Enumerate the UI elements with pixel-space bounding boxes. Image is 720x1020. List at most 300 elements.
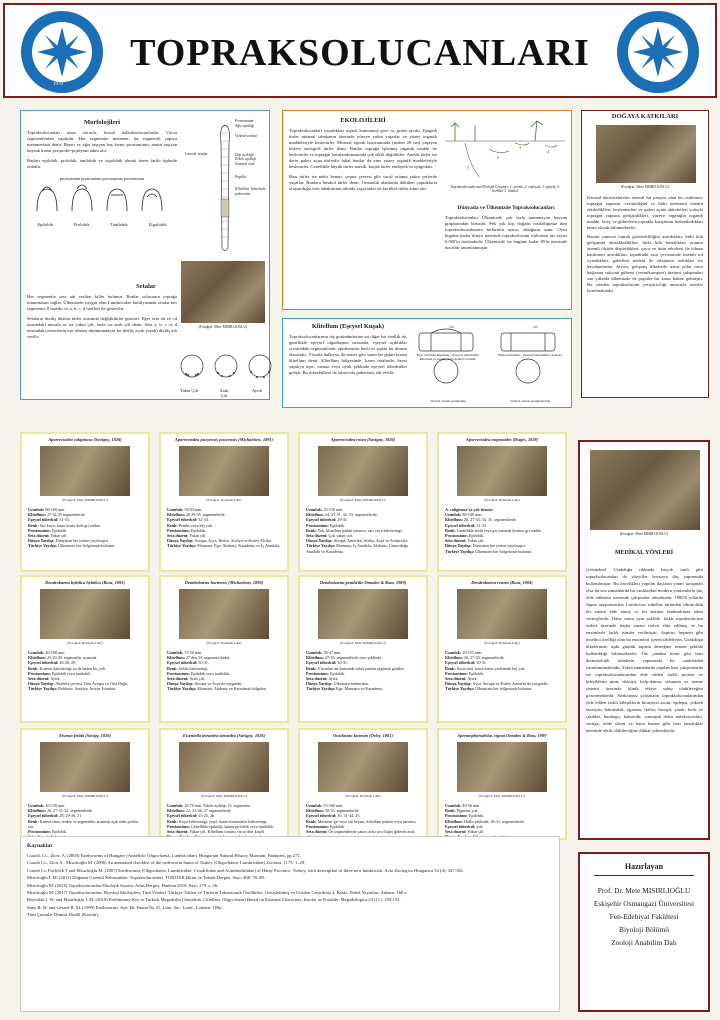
species-detail-value: Mavimsi-gri veya süt beyazı, klitellum pembe veya turuncu. [317, 818, 417, 824]
species-detail-value: Ayrık. [328, 676, 339, 682]
species-photo-caption: (Fotoğraf: Mete MISIRLIOĞLU) [340, 641, 386, 645]
svg-text:4: 4 [547, 149, 549, 154]
species-detail-value: 23-25, 26. [198, 813, 216, 819]
species-card [298, 575, 428, 723]
species-detail-value: Çok yakın çift. [328, 533, 353, 539]
species-detail-row [445, 549, 560, 554]
species-name: Dendrobaena hybtlica hybtlica (Rosa, 1893) [45, 580, 125, 585]
species-detail-value: Marmara, Ege, Akdeniz, Karadeniz ve İç Anadolu. [197, 543, 281, 549]
reference-item: Mısırlıoğlu M. (2016) Topraksolucanları-Ekolojik Sayılar. Atlas Dergisi, Haziran 2016, Sayı: 279, s. 26. [27, 882, 219, 888]
species-detail-label: Prostomium: [445, 670, 468, 676]
species-photo [318, 742, 408, 792]
species-photo-caption: (Fotoğraf: Mete MISIRLIOĞLU) [340, 498, 386, 502]
reference-list [21, 853, 559, 919]
hazirlayan-line: Eskişehir Osmangazi Üniversitesi [593, 899, 695, 908]
dogaya-title: DOĞAYA KATKILARI [611, 113, 679, 120]
species-detail-value: Dünyanın her yerine yayılmıştır. [472, 543, 526, 549]
species-detail-label: Uzunluk: [306, 650, 323, 655]
species-detail-label: Renk: [445, 808, 456, 814]
species-detail-value: 60-160 mm. [45, 507, 66, 512]
species-detail-value: Avrupa, Asya, Rodos, Sicilya ve Kuzey Afrika. [194, 538, 272, 544]
species-detail-value: Epilobik. [329, 522, 346, 528]
species-detail-value: Marmara, İç Anadolu, Akdeniz, Güneydoğu Anadolu ve Karadeniz. [306, 543, 409, 554]
species-photo-caption: (Fotoğraf: Robabeh Latif) [484, 498, 520, 502]
species-detail-label: Klitellum: [306, 655, 324, 661]
species-detail-value: 24, 25-31, 32, 33. segmentlerde. [325, 512, 378, 518]
species-card [20, 728, 150, 840]
species-detail-value: 26, 27-33, 34, 35. segmentlerde. [464, 517, 517, 523]
species-detail-label: Eşeysel tüberkül: [445, 522, 476, 528]
species-photo [40, 742, 130, 792]
species-photo-caption: (Fotoğraf: Mete MISIRLIOĞLU) [62, 794, 108, 798]
species-detail-label: Eşeysel tüberkül: [28, 517, 59, 523]
species-detail-label: Seta düzeni: [28, 676, 50, 682]
species-detail-value: 25-150 mm. [323, 507, 344, 512]
species-detail-value: 40-130 mm. [45, 803, 66, 808]
ekoloji-p2: Bazı türler ise nehir kenarı, çeşme çevresi gibi sucul ortama yakın yerlerde yaşarlar. Bunlara limikol türler denir. Ormanlık alanlarda dökülen yapraklarla oluşturduğu örtü tabakasının altında yaşayanlar da kortikol türler adını alır. [289, 174, 437, 191]
species-details [306, 803, 421, 840]
species-detail-label: Prostomium: [28, 670, 51, 676]
species-detail-row [445, 686, 560, 691]
species-detail-row [28, 543, 143, 548]
species-detail-value: Kırmızı-mor renkte ve segmentler arasında açık renk şeritler var. [28, 818, 139, 829]
reference-item: Reynolds J. W. and Mısırlıoğlu İ. M. (2018) Preliminary Key to Turkish Megadriles (Annelida, Clitellata, Oligochaeta) Based on External Characters, Insofar as Possible. Megadrilogica 23 (11): 139-155. [27, 897, 401, 903]
medikal-p1: Geleneksel Uzakdoğu tıbbında birçok canlı gibi topraksolucanları da yüzyıllar boyunca ilaç yapımında kullanılmıştır. Bu öncelikleri yapılan ilaçların yararı tartışmalı olsa da son zamanlarda bu canlılardan modern yöntemlerle ilaç elde edilmesi üzerinde çalışmalar olmaktadır. 1980'li yıllarda Japon araştırmacılar Lumbricus rubellus türünden fibrinolitik bir enzim elde etmiş ve bu enzime lumbrokinaz adını vermişlerdir. Daha sonra aynı şekilde, farklı topraksolucanı türleri üzerinde başka enzim türleri elde edilmiş ve bu enzimlerle farklı isimler verilmiştir. Aspirin, heparin gibi inceltici özelliği olan bu enzimleri içeren tabletlerin, Uzakdoğu ülkelerinde, tıpkı günlük aspirin desteğine benzer şekilde kullanıldığı bilinmektedir. Öte yandan krem gibi bazı dermatolojik ürünlerin yapımında bu canlılardan yararlanılmaktadır. Yakın zamanlarda yapılan bazı çalışmalarda ise topraksolucanlarından elde edilen farklı protein ve bileşiklerin ninir, dokuya, kalp-damar, solunum ve üreme sistemi üzerinde klinik etkiye sahip olabileceğini göstermektedir. Sözkonusu çalışmalar topraksolucanlarından elde edilen farklı bileşiklerin bronşiyal astım, epilepsi, yüksek tansiyon, kabakulak, egzama, iktiler, bronşit, yanık, kırık ve çıkıklar, lumbago, kanserdir, yumuşak doku enfeksiyonları, vertigo, etide ülseri ve hatta kanser gibi bazı hastalıklar üzerinde etkili olabileceğine dikkat çekmektedir. [586, 567, 703, 733]
species-detail-label: Prostomium: [306, 670, 329, 676]
species-details [306, 507, 421, 554]
species-name: Aporrectodea rosea (Savigny, 1826) [330, 437, 396, 442]
species-detail-label: Seta düzeni: [306, 829, 328, 835]
species-detail-label: Eşeysel tüberkül: [306, 813, 337, 819]
species-detail-label: A. caliginosa'ya çok benzer. [445, 507, 494, 512]
species-details [445, 803, 560, 840]
species-detail-value: Avrupa ve Asya'da yaygındır. [194, 681, 243, 687]
species-detail-label: Prostomium: [28, 829, 51, 835]
species-card [159, 728, 289, 840]
species-card [20, 432, 150, 572]
species-detail-label: Türkiye Yayılışı: [28, 686, 58, 692]
species-photo [457, 589, 547, 639]
species-detail-label: Uzunluk: [306, 803, 323, 808]
species-name: Dendrobaena pentheilie Omodeo & Rota, 1989) [319, 580, 407, 585]
species-card [159, 575, 289, 723]
species-detail-label: Uzunluk: [167, 507, 184, 512]
setalar-p3: Her segmentte seta adı verilen killer bulunur. Bunlar solucanın toprağa tutunmasını sağlar. Ülkemizde yaygın olan Lumbricidae familyasında setalar her segmentte 8 tanedir ve a, b, c, d harfleri ile gösterilir. [27, 294, 177, 311]
species-name: Spermophorodrilus vignai Omodeo & Rota, 1989 [457, 733, 547, 738]
species-detail-value: 31-33. [59, 517, 70, 523]
species-photo-caption: (Fotoğraf: Mete MISIRLIOĞLU) [201, 794, 247, 798]
hazirlayan-line: Prof. Dr. Mete MISIRLIOĞLU [597, 886, 691, 895]
species-detail-label: Renk: [28, 818, 39, 824]
dogaya-p1: Karasal ekosistemlerin önemli bir parçası olan bu canlıların, toprağın yapısını, verimliliğini ve bitki üretimini önemli etkilediklleri, beslenmeleri ve galeri açma aktiviteleri yoluyla toprağın yapısını geliştirdikleri, yüzeye organiğin organik madde, kireç ve gübrelerin toprakla karışımını hızlandırdıkları kesin olarak bilinmektedir. [587, 195, 703, 230]
morfoloji-photo-caption: (Fotoğraf: Mete MISIRLIOĞLU) [198, 325, 248, 329]
dogaya-photo-caption: (Fotoğraf: Mete MISIRLIOĞLU) [620, 185, 670, 189]
cell-label: çift [533, 325, 538, 329]
species-detail-label: Eşeysel tüberkül: [167, 660, 198, 666]
species-photo [179, 742, 269, 792]
morfoloji-title: Morfolojileri [83, 119, 121, 126]
species-photo-caption: (Fotoğraf: Robabeh Latif) [67, 641, 103, 645]
worm-labels [235, 119, 270, 196]
species-detail-label: Renk: [167, 665, 178, 671]
species-detail-label: Renk: [28, 665, 39, 671]
species-detail-label: Uzunluk: [445, 650, 462, 655]
species-detail-row [306, 686, 421, 691]
species-name: Eisenia fetida (Savigy, 1826) [59, 733, 111, 738]
klitellum-right-label: Ventral olarak genişlememiş [510, 399, 550, 403]
species-detail-label: Klitellum: [445, 818, 463, 824]
species-details [167, 650, 282, 692]
species-detail-label: Eşeysel tüberkül: [167, 813, 198, 819]
species-detail-value: 35-160 mm. [323, 803, 344, 808]
ekoloji-title: EKOLOJİLERİ [340, 117, 386, 124]
species-detail-value: Ayrık. [50, 676, 61, 682]
species-detail-label: Uzunluk: [445, 803, 462, 808]
species-details [28, 650, 143, 692]
species-detail-value: Epilobik. [51, 527, 68, 533]
species-photo [457, 742, 547, 792]
species-detail-label: Klitellum: [445, 655, 463, 661]
species-detail-label: Prostomium: [445, 533, 468, 539]
species-photo [318, 446, 408, 496]
worm-label: Papilla [235, 174, 247, 179]
svg-text:2: 2 [497, 155, 499, 160]
klitellum-right-label: Ventral olarak genişlemiş [430, 399, 466, 403]
seta-label: Yakın Çift [180, 388, 199, 393]
medikal-photo-caption: (Fotoğraf: Mete MISIRLIOĞLU) [619, 532, 669, 536]
species-detail-label: Klitellum: [167, 512, 185, 518]
species-detail-value: 27'den 33. segmente kadar. [186, 655, 231, 661]
species-photo-caption: (Fotoğraf: Robabeh Latif) [206, 498, 242, 502]
species-card [437, 432, 567, 572]
species-card [298, 728, 428, 840]
species-detail-label: Seta düzeni: [445, 829, 467, 835]
medikal-panel [578, 440, 710, 840]
lobe-label: Tanilobik [110, 222, 128, 227]
morfoloji-p1: Topraksolucanları uzun vücutlu, kursal halkalısolucanlardır. Vücut segmentlerden yapılıdır. Her segmentte metamer, bu segmentli yapıya metamerizm denir. Beyni ve ağzı taşıyan baş kısmı prostomium, anüsü taşıyan kuyruk kısmı periprokt=pijidyum adını alır. [27, 130, 177, 153]
species-detail-value: yok. [476, 823, 484, 829]
klitellum-panel [282, 318, 572, 408]
species-detail-value: 20-155 mm. [462, 650, 483, 655]
worm-label: Klitellum Tuberkula pubertatis [235, 187, 266, 196]
species-detail-value: Soluk kahverengi. [178, 665, 209, 671]
species-card [437, 575, 567, 723]
svg-text:3: 3 [519, 145, 521, 150]
reference-item: Mısırlıoğlu İ. M. (2011) Doğanın Gizemli Rehavanları: Topraksolucanları, TÜBİTAK Bilim ve Teknik Dergisi. Sayı: 408, 78–80. [27, 875, 265, 881]
dogaya-panel [581, 110, 709, 398]
cell-label: çift [449, 325, 454, 329]
species-detail-label: Eşeysel tüberkül: [306, 517, 337, 523]
species-detail-label: Uzunluk: [445, 512, 462, 518]
ekoloji-p3: Topraksolucanları Ülkemizde çok fazla tanınmayan hayvan gruplarından birisidir. Pek çok kişi doğada rastladığımız tüm topraksolucanlarının birbirinin aynısı olduğunu sanır. Oysa bugüne kadar dünya üzerinde topraksolucanı türlerinin tür sayısı 6.000'in üzerindedir. Ülkemizde ise bugüne kadar 85'in üzerinde tür/altür tanımlanmıştır. [445, 215, 567, 250]
klitellum-p1: Topraksolucanlarının dış görünümlerine ait diğer bir özellik de, genellikle eşeysel olgunlaşma sırasında, eşeysel açıklıklar civarındaki segmentlerde, epidermisin bezli ve şişkin bir durum almasıdır. Vücuda halka ya da semer gibi saran bu şişkin kısma klitellum denir. Klitellum bölgesinde, karın tarafında, bezsi yapılıya tepe, vantuz veya oyuk şeklinde eşeysel tüberküller gelişir. Bu tüberküllere de tuberculu pubertatis adı verilir. [289, 334, 407, 375]
species-detail-value: 28, 29-30, 31. [59, 813, 83, 819]
reference-item: Sims R. W. and Gerard B. M. (1999) Earthworms. Syn. Br. Fauna No.31. Linn. Soc. Lond., London, 169p. [27, 904, 223, 910]
lobe-labels [27, 222, 177, 227]
species-detail-label: Renk: [306, 818, 317, 824]
medikal-photo [590, 450, 700, 530]
species-detail-label: Seta düzeni: [445, 676, 467, 682]
lobe-label: Prolobik [73, 222, 90, 227]
species-detail-label: Dünya Yayılışı: [306, 681, 333, 687]
species-detail-label: Türkiye Yayılışı: [167, 543, 197, 549]
species-detail-value: 30-35. segmentlerde. [325, 808, 360, 814]
species-photo-caption: (Fotoğraf: Mete MISIRLIOĞLU) [62, 498, 108, 502]
species-details [445, 507, 560, 554]
species-name: Aporrectodea trapezoides (Dugès, 1828) [465, 437, 539, 442]
species-detail-value: 15-50 mm. [184, 650, 203, 655]
species-detail-label: Prostomium: [306, 823, 329, 829]
kaynaklar-title: Kaynaklar [27, 843, 53, 849]
reference-item: Csuzdi Cs., Zicsi A., Mısırlıoğlu M. (2006) An annotated checklist of the earthworm fauna of Turkey (Oligochaeta: Lumbricidae) Zootaxa, 1175: 1–29. [27, 860, 306, 866]
species-detail-value: Yakın çift. [50, 533, 68, 539]
hazirlayan-line: Zooloji Anabilim Dalı [611, 938, 677, 947]
species-detail-label: Seta düzeni: [28, 533, 50, 539]
species-detail-label: Eşeysel tüberkül: [28, 660, 59, 666]
species-detail-row [28, 686, 143, 691]
species-detail-label: Eşeysel tüberkül: [445, 660, 476, 666]
species-detail-value: 26, 27-31-32. segmentlerde. [47, 808, 94, 814]
hazirlayan-title: Hazırlayan [624, 862, 664, 871]
species-detail-label: Eşeysel tüberkül: [445, 823, 476, 829]
species-detail-value: 80-140 mm. [462, 512, 483, 518]
klitellum-title: Klitellum (Eşeysel Kuşak) [311, 323, 385, 330]
species-detail-value: 27-34,35 segmentlerde. [47, 512, 86, 518]
species-detail-value: 54-93 mm. [184, 507, 203, 512]
worm-label: Prostomium [235, 119, 254, 123]
species-detail-value: Genellikle sütlü veya gri tonunda kırmızı gri renkte. [456, 527, 542, 533]
species-name: Eiseniella tetraedra tetraedra (Savigny, 1826) [182, 733, 266, 738]
kaynaklar-panel [20, 836, 560, 1012]
svg-text:1: 1 [467, 165, 469, 170]
species-detail-value: Vücudun üst kısmında soluk pembe pigment görülür. [317, 665, 405, 671]
species-detail-value: Pembe veya bej yok. [178, 522, 213, 528]
species-detail-value: Epilobik. [51, 829, 68, 835]
species-detail-value: 25-29,30. segmentler arasında. [47, 655, 98, 661]
species-detail-value: 29-31. [337, 517, 348, 523]
dogaya-photo [596, 125, 696, 183]
species-detail-value: Marmara, Akdeniz ve Karadeniz bölgeleri. [197, 686, 268, 692]
species-detail-label: Dünya Yayılışı: [306, 538, 333, 544]
logo-year-left: 1970 [53, 82, 63, 87]
species-detail-value: Yakın çift. [467, 538, 485, 544]
species-detail-value: Kırmızı kahverengi ya da bazen biç yok. [39, 665, 107, 671]
species-detail-label: Dünya Yayılışı: [445, 543, 472, 549]
species-detail-row [167, 543, 282, 548]
species-detail-label: Prostomium: [445, 813, 468, 819]
species-detail-value: Yok, klitellum parlak turuncu, sarı veya kahverengi. [317, 527, 403, 533]
species-detail-label: Uzunluk: [28, 803, 45, 808]
species-detail-value: 20-70 mm. Erkek açıklığı 13. segmentte. [184, 803, 252, 808]
species-photo [40, 446, 130, 496]
species-photo [318, 589, 408, 639]
species-detail-label: Türkiye Yayılışı: [306, 543, 336, 549]
species-detail-label: Prostomium: [167, 670, 190, 676]
ekoloji-sub-title: Dünyada ve Ülkemizde Topraksolucanları [457, 205, 555, 211]
species-detail-value: 30-31. [337, 660, 348, 666]
seta-label: Aralı Çift [219, 388, 229, 398]
species-detail-value: Sırtta mor, karın kısmı yerlerinde bej yok. [456, 665, 526, 671]
species-detail-row [28, 819, 143, 829]
species-detail-label: Seta düzeni: [306, 676, 328, 682]
klitellum-right-label: Eyer şeklinde klitellum - Eşeysel tüberküller klitellum boyunda ya da dışında olabilir. [416, 353, 480, 361]
species-detail-value: Yakın çift. Klitellum sonrası vücut dört köşeli. [189, 829, 266, 835]
species-detail-label: Dünya Yayılışı: [445, 681, 472, 687]
species-name: Aporrectodea jassyensis jassyensis (Michaelsen, 1891) [174, 437, 274, 442]
species-detail-value: 30, 31-34, 35. [337, 813, 361, 819]
species-detail-row [167, 686, 282, 691]
species-card [159, 432, 289, 572]
species-name: Dendrobaena veneta (Rosa, 1884) [471, 580, 533, 585]
worm-label: Ağız açıklığı [235, 123, 255, 128]
species-photo-caption: (Fotoğraf: Robabeh Latif) [484, 641, 520, 645]
species-detail-value: Ege, Marmara ve Karadeniz. [336, 686, 384, 692]
species-detail-label: Türkiye Yayılışı: [167, 686, 197, 692]
species-detail-value: 26, 27-33. segmentlerde. [464, 655, 505, 661]
species-detail-value: Akdeniz çevresi, Orta Avrupa ve Orta Doğu. [55, 681, 129, 687]
species-detail-label: Klitellum: [445, 517, 463, 523]
species-detail-value: Epilobik. [329, 670, 346, 676]
morfoloji-p2: Başları epilobik, prolobik, tanilobik ve zigolobik olmak üzere farklı tiplerde olabilir. [27, 158, 177, 169]
species-detail-value: Yakın çift. [189, 533, 207, 539]
worm-diagram [217, 123, 233, 253]
species-detail-label: Renk: [445, 665, 456, 671]
species-photo [179, 446, 269, 496]
species-detail-value: Asya, Avrupa ve Kuzey Amerika'da yaygındır. [472, 681, 549, 687]
reference-item: Mısırlıoğlu M. (2017) Topraksolucanları, Biyoloji Ekolojileri, Türü Yönleri. Türkiye Türleri ve Türlerin Taksonomik Özellikleri. Genişletilmiş ve Gözden Geçirilmiş 2. Baskı, Nobel Yayınları, Ankara, 168 s. [27, 890, 408, 896]
lobe-top-labels: prostomium prostomium prostomium prostomium [59, 176, 145, 181]
ekoloji-p1: Topraksolucanları yaşadıkları toprak katmanına göre üç gruba ayrılır. Epigeik türler mineral tabakanın üzerinde yüzeye yakın yaşarlar ve yüzey organik maddeleriyle beslenirler. Mineral toprak horizonunda (üstten 20 cm) yaşayan türlere endogeik türler denir. Bunlar toprağa işlenmiş organik madde ile beslenirler ve toprağın havalandırmasında çok etkili değildirler. Anesik türler ise derin galeri açan türlerdir fakat bunlar da yine yüzey organik maddeleriyle beslenirler. Genellikle büyük türler anesik, küçük türler endojeik ve epigeiktir. [289, 128, 437, 169]
reference-item: Csuzdi, Cs., Zicsi, A. (2003) Earthworms of Hungary (Annelida: Oligochaeta, Lumbricidae). Hungarian Natural History Museum, Budapest, pp 271. [27, 853, 301, 858]
species-detail-value: Ülkemizin her bölgesinde bulunur. [58, 543, 115, 549]
seta-diagram [178, 352, 274, 386]
species-detail-value: Koyu kahverengi, yeşil, bazen kırmızımsı kahverengi. [178, 818, 268, 824]
species-detail-label: Türkiye Yayılışı: [445, 548, 475, 554]
ekoloji-panel [282, 110, 572, 310]
species-detail-value: Avrupa, Amerika, Afrika, Asya ve Avustralya. [333, 538, 409, 544]
hazirlayan-panel [578, 852, 710, 1012]
species-detail-label: Uzunluk: [28, 507, 45, 512]
lateral-label: Lateral setalar [185, 151, 208, 156]
species-photo-caption: (Fotoğraf: Mete MISIRLIOĞLU) [479, 794, 525, 798]
ekoloji-diagram [445, 119, 565, 183]
species-photo [40, 589, 130, 639]
species-detail-label: Renk: [306, 527, 317, 533]
reference-item: Tüm Çizimler Dimitri Dindil (Karsalı). [27, 912, 100, 918]
species-name: Octolasion lacteum (Örley, 1881) [333, 733, 393, 738]
species-detail-label: Renk: [28, 522, 39, 528]
lobe-diagram [27, 181, 177, 217]
species-detail-label: Seta düzeni: [167, 829, 189, 835]
header [3, 3, 717, 98]
species-detail-label: Klitellum: [28, 655, 46, 661]
species-details [28, 803, 143, 840]
species-card [298, 432, 428, 572]
species-detail-value: Ülkemize endemiktir. [333, 681, 370, 687]
species-detail-value: Yakın çift. [467, 829, 485, 835]
species-detail-label: Eşeysel tüberkül: [167, 517, 198, 523]
species-detail-label: Renk: [167, 818, 178, 824]
species-photo-caption: (Fotoğraf: Robabeh Latif) [345, 794, 381, 798]
species-detail-value: Ülkemizin her bölgesinde bulunur. [475, 548, 532, 554]
species-details [167, 507, 282, 549]
worm-label: Erkek açıklığı [235, 157, 257, 162]
species-detail-value: Genellikle epilobik, bazen prolobik veya tanilobik. [190, 823, 275, 829]
page-title: TOPRAKSOLUCANLARI [130, 32, 590, 74]
species-detail-label: Klitellum: [28, 808, 46, 814]
lobe-label: Epilobik [37, 222, 54, 227]
species-detail-value: 30-31. [198, 660, 209, 666]
species-detail-label: Klitellum: [167, 655, 185, 661]
species-detail-value: 27-33. segmentlerde eyer şeklinde. [325, 655, 383, 661]
species-detail-label: Klitellum: [167, 808, 185, 814]
species-detail-label: Uzunluk: [167, 803, 184, 808]
species-detail-label: Prostomium: [167, 823, 190, 829]
species-detail-label: Eşeysel tüberkül: [28, 813, 59, 819]
species-detail-value: Epilobik. [468, 813, 485, 819]
species-detail-label: Renk: [306, 665, 317, 671]
species-detail-label: Prostomium: [28, 527, 51, 533]
species-detail-label: Uzunluk: [167, 650, 184, 655]
species-detail-value: Ülkemizin her bölgesinde bulunur. [475, 686, 532, 692]
species-detail-value: Epilobik veya tanilobik. [51, 670, 92, 676]
species-detail-label: Uzunluk: [306, 507, 323, 512]
dogaya-p2: Bunun yanısıra toprak gözenekliliğini artırdıkları, bitki kök gelişimini desteklediklleri, bitki kök hastalıkları oranını önemli ölçüde düşürdükleri, çayır ve ürün rekoltesi ile tohum katılımını artırdıkları, topraktaki azot çevriminde önemli rol oynadıkları, galerileri nedeni ile oksijenin aralıkları ise havalandırma. Ayrıca, gelişmiş ülkelerde uzun yıllar önce başlanan solucan gübresi (vermikompost) üretimi çalışmaları son yıllarda ülkemizde de popüler bir konu haline gelmiştir. Bu yüzden topraksolucanı yetiştiriciliği amacıyla tesisler kurulmaktadır. [587, 234, 703, 293]
species-detail-value: Balıkesir, Antalya, Artvin, İstanbul. [58, 686, 117, 692]
seta-label: Ayrık [252, 388, 262, 393]
species-detail-value: Halka şeklinde, 26-31. segmentlerde. [464, 818, 525, 824]
reference-item: Csuzdi Cs, Pavlíček T and Mısırlıoğlu M. (2007) Earthworms (Oligochaeta: Lumbricidae: Criodrilidae and Acanthodrilidae) of Hatay Province, Turkey, with description of three new lumbricids. Acta Zoologica Hungarica 53 (4): 347-361. [27, 867, 465, 873]
species-detail-label: Klitellum: [306, 808, 324, 814]
species-detail-value: 28,29-35. segmentlerde. [186, 512, 226, 518]
setalar-title: Setalar [136, 283, 156, 290]
species-detail-value: 32-34. [198, 517, 209, 523]
worm-label: Seminal oluk [235, 161, 255, 166]
species-card [20, 575, 150, 723]
species-detail-label: Uzunluk: [28, 650, 45, 655]
species-detail-row [306, 543, 421, 553]
species-detail-value: Pigment yok. [456, 808, 479, 814]
klitellum-right-label: Halka klitellum - Eşeysel tüberküller dışarıda [498, 353, 562, 357]
species-details [306, 650, 421, 692]
species-photo [179, 589, 269, 639]
hazirlayan-line: Fen-Edebiyat Fakültesi [609, 912, 679, 921]
species-detail-label: Seta düzeni: [167, 676, 189, 682]
hazirlayan-line: Biyoloji Bölümü [619, 925, 669, 934]
species-detail-value: 40-108 mm. [45, 650, 66, 655]
species-name: Dendrobaena hortensis (Michaelsen, 1890) [184, 580, 264, 585]
species-detail-value: Aralı çift. [189, 676, 206, 682]
morfoloji-photo [181, 261, 265, 323]
species-detail-label: Eşeysel tüberkül: [306, 660, 337, 666]
logo-text: ESKİŞEHİR OSMANGAZİ ÜNİVERSİTESİ [690, 96, 709, 97]
species-detail-value: 40-56 mm. [462, 803, 481, 808]
species-detail-label: Seta düzeni: [445, 538, 467, 544]
species-detail-label: Klitellum: [28, 512, 46, 518]
species-detail-value: Sırt koyu, karın kısmı kirli gri renkte. [39, 522, 102, 528]
species-details [28, 507, 143, 549]
species-detail-value: Ön segmentlerde yakın, arka ucu doğru giderek aralı [328, 829, 415, 835]
species-detail-value: 22, 23-26, 27 segmentlerde. [186, 808, 232, 814]
species-card [437, 728, 567, 840]
species-detail-label: Prostomium: [306, 522, 329, 528]
species-detail-label: Klitellum: [306, 512, 324, 518]
ekoloji-diagram-caption: Topraksolucanlarının Ekolojik Grupları: 1. anesik, 2. endojeik, 3. epijeik, 4. kortikol 5. limikol [450, 185, 560, 193]
species-detail-label: Renk: [445, 527, 456, 533]
species-detail-label: Türkiye Yayılışı: [445, 686, 475, 692]
species-detail-label: Dünya Yayılışı: [167, 538, 194, 544]
species-detail-label: Dünya Yayılışı: [167, 681, 194, 687]
